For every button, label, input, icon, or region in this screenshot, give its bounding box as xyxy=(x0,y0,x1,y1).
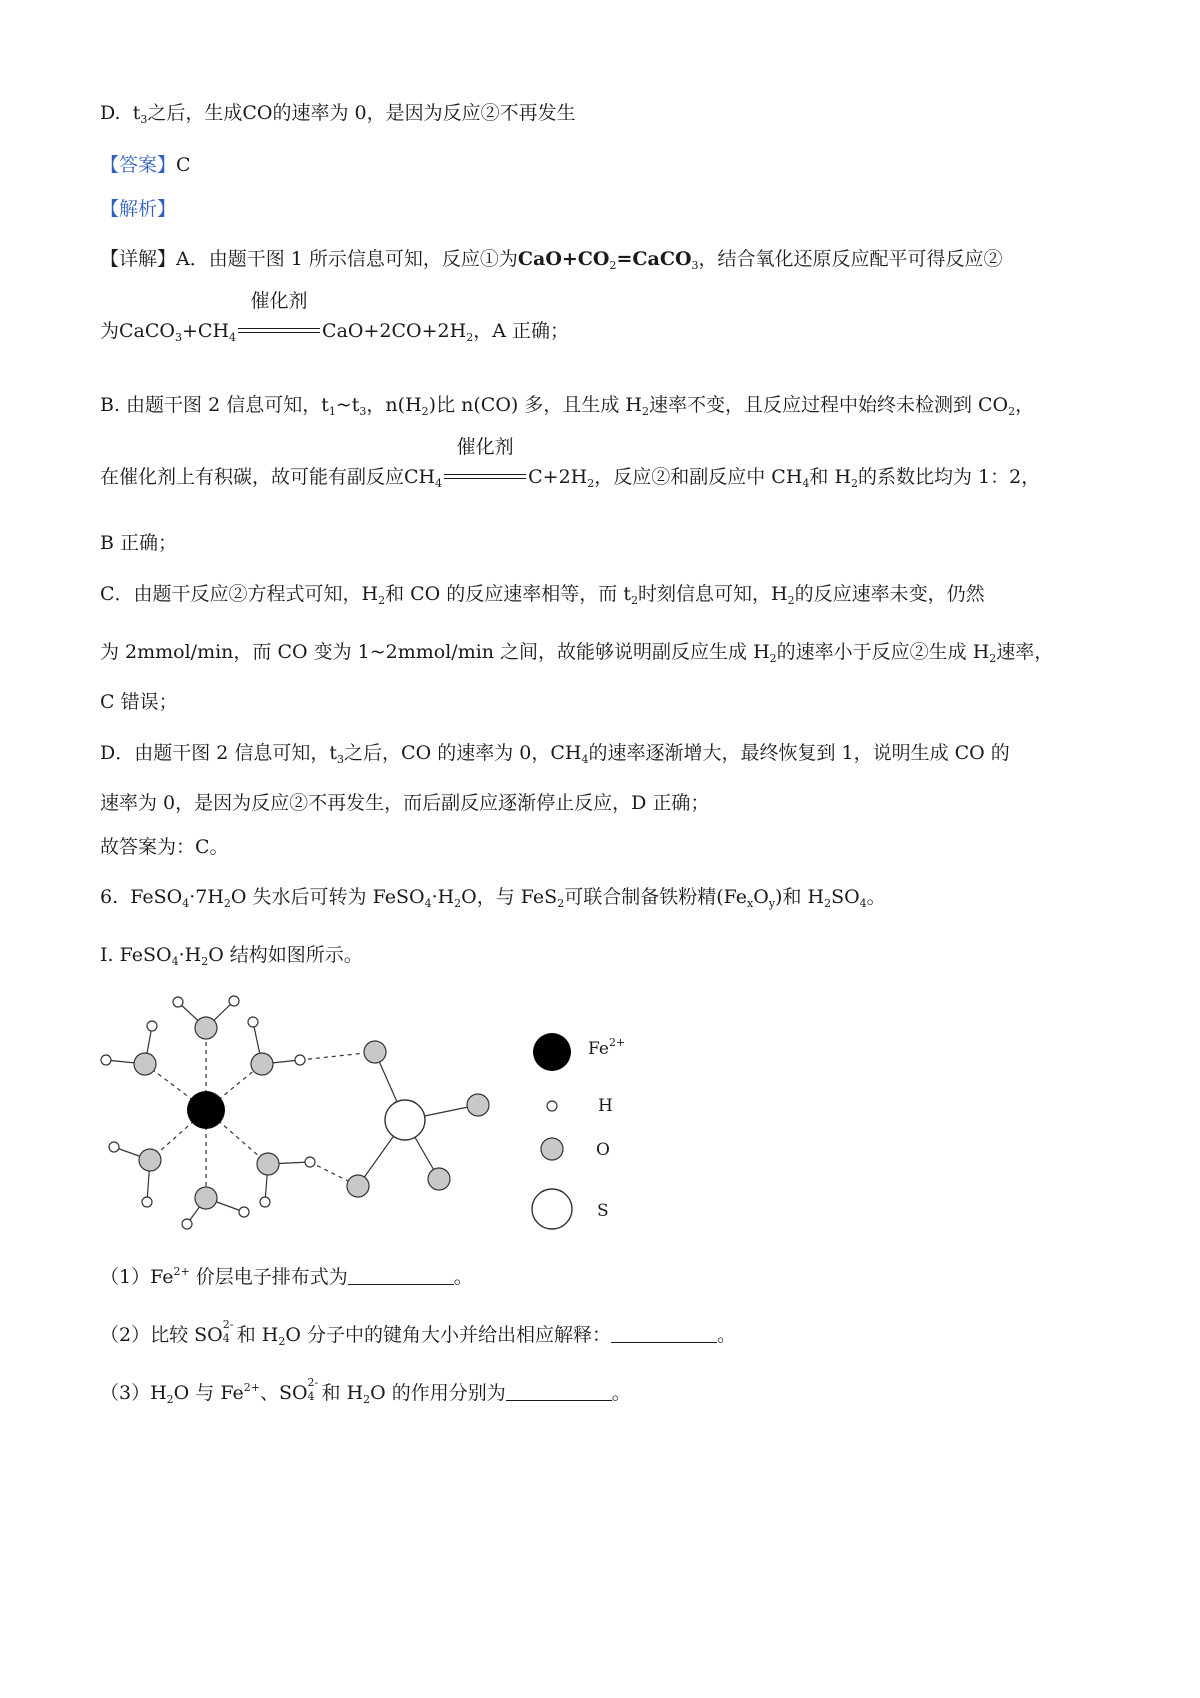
h-atom xyxy=(248,1017,258,1027)
legend-fe-label: $Fe^{2+}$ xyxy=(588,1036,626,1059)
feso4-h2o-structure-diagram xyxy=(90,980,650,1250)
subquestion-1: $(1)Fe^{2+}$ 价层电子排布式为 。 xyxy=(100,1265,473,1288)
o-atom xyxy=(139,1149,161,1171)
detail-b-line1: B. 由题干图 2 信息可知，$t_1\sim t_3$，$n(H_2)$比 n(CO) 多，且生成 $H_2$速率不变，且反应过程中始终未检测到 $CO_2$， xyxy=(100,394,1035,418)
h-atom xyxy=(239,1207,249,1217)
subquestion-2: （2）比较 SO 2- 4 和 $H_2O$ 分子中的键角大小并给出相应解释： 。 xyxy=(100,1318,736,1348)
o-atom xyxy=(134,1053,156,1075)
answer-label: 【答案】 xyxy=(100,154,177,176)
answer-line xyxy=(100,156,191,175)
legend-s-label: S xyxy=(597,1201,609,1221)
h-atom xyxy=(260,1197,270,1207)
s-atom xyxy=(385,1100,425,1140)
h-atom xyxy=(305,1157,315,1167)
h-atom xyxy=(147,1021,157,1031)
subquestion-3: $(3)H_2O$ 与 $Fe^{2+}$、SO 2- 4 和 $H_2O$ 的作用分别为 。 xyxy=(100,1376,631,1406)
legend-h-label: H xyxy=(598,1096,613,1116)
detail-a-line2: 为$CaCO_3+CH_4$ 催化剂 $CaO+2CO+2H_2$，A 正确； xyxy=(100,290,569,344)
h-atom xyxy=(229,996,239,1006)
o-atom xyxy=(195,1017,217,1039)
detail-b-line2: 在催化剂上有积碳，故可能有副反应$CH_4$ 催化剂 $C+2H_2$，反应②和副反应中 $CH_4$和 $H_2$的系数比均为 1：2， xyxy=(100,436,1041,490)
legend-o-label: O xyxy=(596,1140,610,1160)
detail-c-line2: 为 2mmol/min，而 CO 变为 1~2mmol/min 之间，故能够说明副反应生成 $H_2$的速率小于反应②生成 $H_2$速率， xyxy=(100,641,1054,665)
fe-atom xyxy=(187,1091,225,1129)
o-atom xyxy=(195,1187,217,1209)
conclusion: 故答案为：C。 xyxy=(100,836,229,858)
detail-a-line1: 【详解】A．由题干图 1 所示信息可知，反应①为$CaO+CO_2=CaCO_3$，结合氧化还原反应配平可得反应② xyxy=(100,248,1003,272)
catalyst-arrow: 催化剂 xyxy=(444,468,526,488)
catalyst-arrow: 催化剂 xyxy=(238,322,320,342)
o-atom xyxy=(251,1053,273,1075)
atoms xyxy=(101,996,489,1229)
analysis-label: 【解析】 xyxy=(100,198,177,220)
answer-value: C xyxy=(176,154,191,176)
legend-h-symbol xyxy=(547,1101,557,1111)
h-atom xyxy=(101,1055,111,1065)
answer-blank[interactable] xyxy=(611,1326,717,1343)
h-atom xyxy=(142,1197,152,1207)
legend xyxy=(532,1033,625,1229)
legend-s-symbol xyxy=(532,1189,572,1229)
detail-c-line3: C 错误； xyxy=(100,691,178,713)
legend-o-symbol xyxy=(541,1138,563,1160)
o-atom xyxy=(428,1168,450,1190)
o-atom xyxy=(467,1094,489,1116)
detail-b-line3: B 正确； xyxy=(100,532,178,554)
o-atom xyxy=(347,1175,369,1197)
answer-blank[interactable] xyxy=(506,1384,612,1401)
question-6: 6. $FeSO_4\cdot 7H_2O$ 失水后可转为 $FeSO_4\cdot H_2O$，与 FeS$_2$可联合制备铁粉精$(Fe_xO_y)$和 $H_2SO_4$。 xyxy=(100,886,886,910)
part-1-intro: I. $FeSO_4\cdot H_2O$ 结构如图所示。 xyxy=(100,944,363,968)
h-atom xyxy=(173,997,183,1007)
detail-c-line1: C．由题干反应②方程式可知，$H_2$和 CO 的反应速率相等，而 $t_2$时刻信息可知，$H_2$的反应速率未变，仍然 xyxy=(100,583,985,607)
o-atom xyxy=(257,1153,279,1175)
h-atom xyxy=(182,1219,192,1229)
answer-blank[interactable] xyxy=(348,1268,454,1285)
legend-fe-symbol xyxy=(533,1033,571,1071)
detail-d-line1: D．由题干图 2 信息可知，$t_3$之后，CO 的速率为 0，$CH_4$的速率逐渐增大，最终恢复到 1，说明生成 CO 的 xyxy=(100,742,1010,766)
h-atom xyxy=(295,1055,305,1065)
o-atom xyxy=(364,1041,386,1063)
option-d: D. $t_3$之后，生成CO的速率为 0，是因为反应②不再发生 xyxy=(100,102,576,126)
detail-d-line2: 速率为 0，是因为反应②不再发生，而后副反应逐渐停止反应，D 正确； xyxy=(100,792,710,814)
h-atom xyxy=(109,1142,119,1152)
